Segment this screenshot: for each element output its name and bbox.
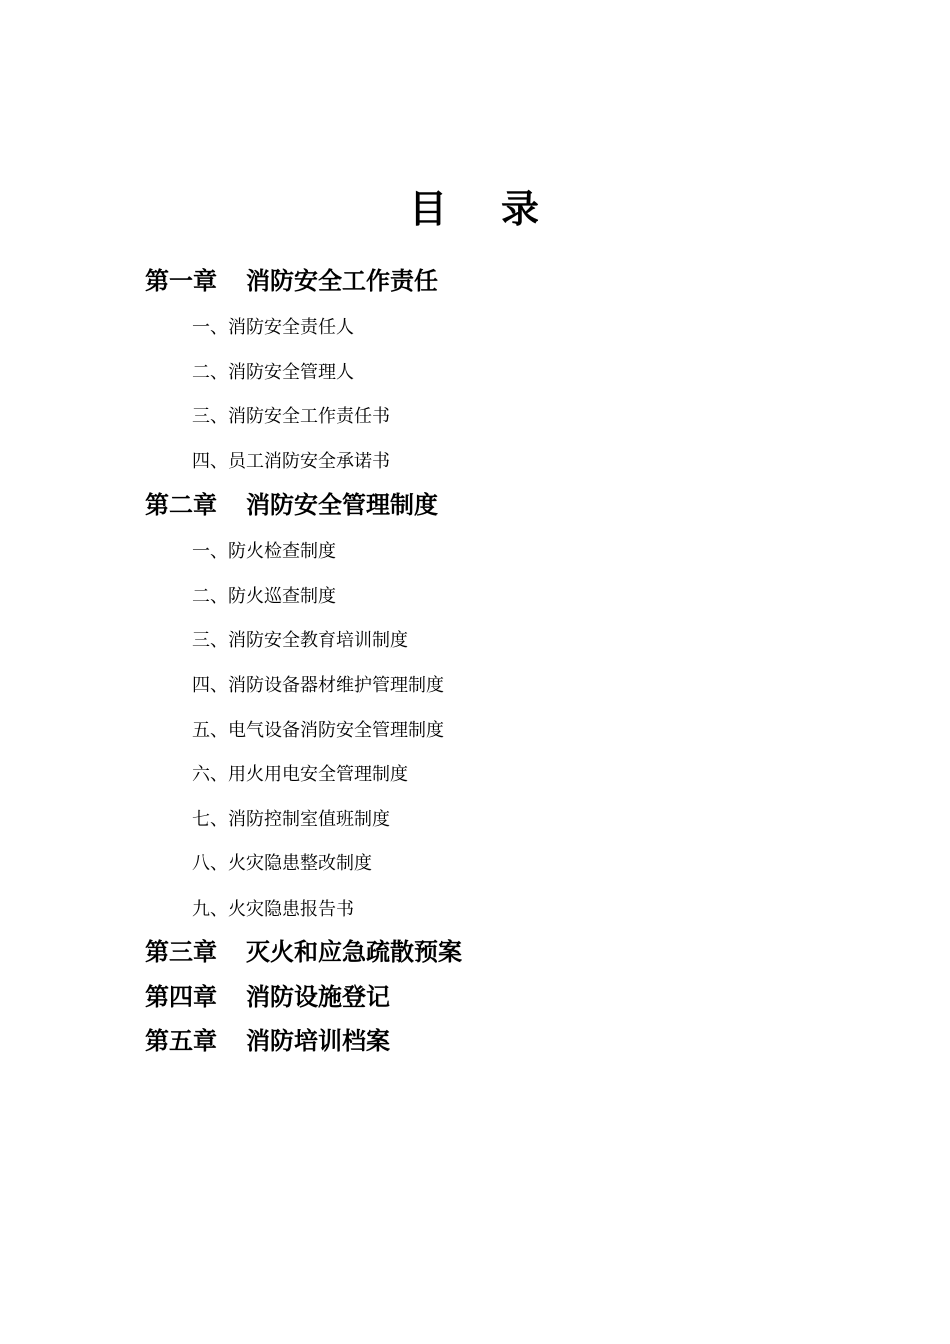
toc-title-left: 目 [408,187,449,231]
chapter-title: 消防安全工作责任 [246,267,438,295]
toc-item[interactable]: 一、防火检查制度 [192,541,336,562]
chapter-number: 第五章 [145,1027,217,1055]
toc-item[interactable]: 四、消防设备器材维护管理制度 [192,675,444,696]
chapter-number: 第二章 [145,491,217,519]
toc-item[interactable]: 三、消防安全教育培训制度 [192,630,408,651]
toc-chapter-1[interactable] [145,266,438,296]
chapter-title: 消防培训档案 [246,1027,390,1055]
toc-chapter-2[interactable] [145,490,438,520]
toc-item[interactable]: 一、消防安全责任人 [192,317,354,338]
toc-chapter-3[interactable] [145,937,462,967]
toc-item[interactable]: 四、员工消防安全承诺书 [192,451,390,472]
chapter-title: 消防设施登记 [246,983,390,1011]
toc-title-right: 录 [501,187,542,231]
toc-chapter-5[interactable] [145,1026,390,1056]
toc-item[interactable]: 七、消防控制室值班制度 [192,809,390,830]
toc-item[interactable]: 三、消防安全工作责任书 [192,406,390,427]
toc-item[interactable]: 八、火灾隐患整改制度 [192,853,372,874]
toc-item[interactable]: 二、消防安全管理人 [192,362,354,383]
chapter-title: 消防安全管理制度 [246,491,438,519]
toc-item[interactable]: 九、火灾隐患报告书 [192,899,354,920]
toc-chapter-4[interactable] [145,982,390,1012]
toc-item[interactable]: 五、电气设备消防安全管理制度 [192,720,444,741]
chapter-title: 灭火和应急疏散预案 [246,938,462,966]
chapter-number: 第三章 [145,938,217,966]
chapter-number: 第四章 [145,983,217,1011]
toc-item[interactable]: 二、防火巡查制度 [192,586,336,607]
chapter-number: 第一章 [145,267,217,295]
toc-item[interactable]: 六、用火用电安全管理制度 [192,764,408,785]
